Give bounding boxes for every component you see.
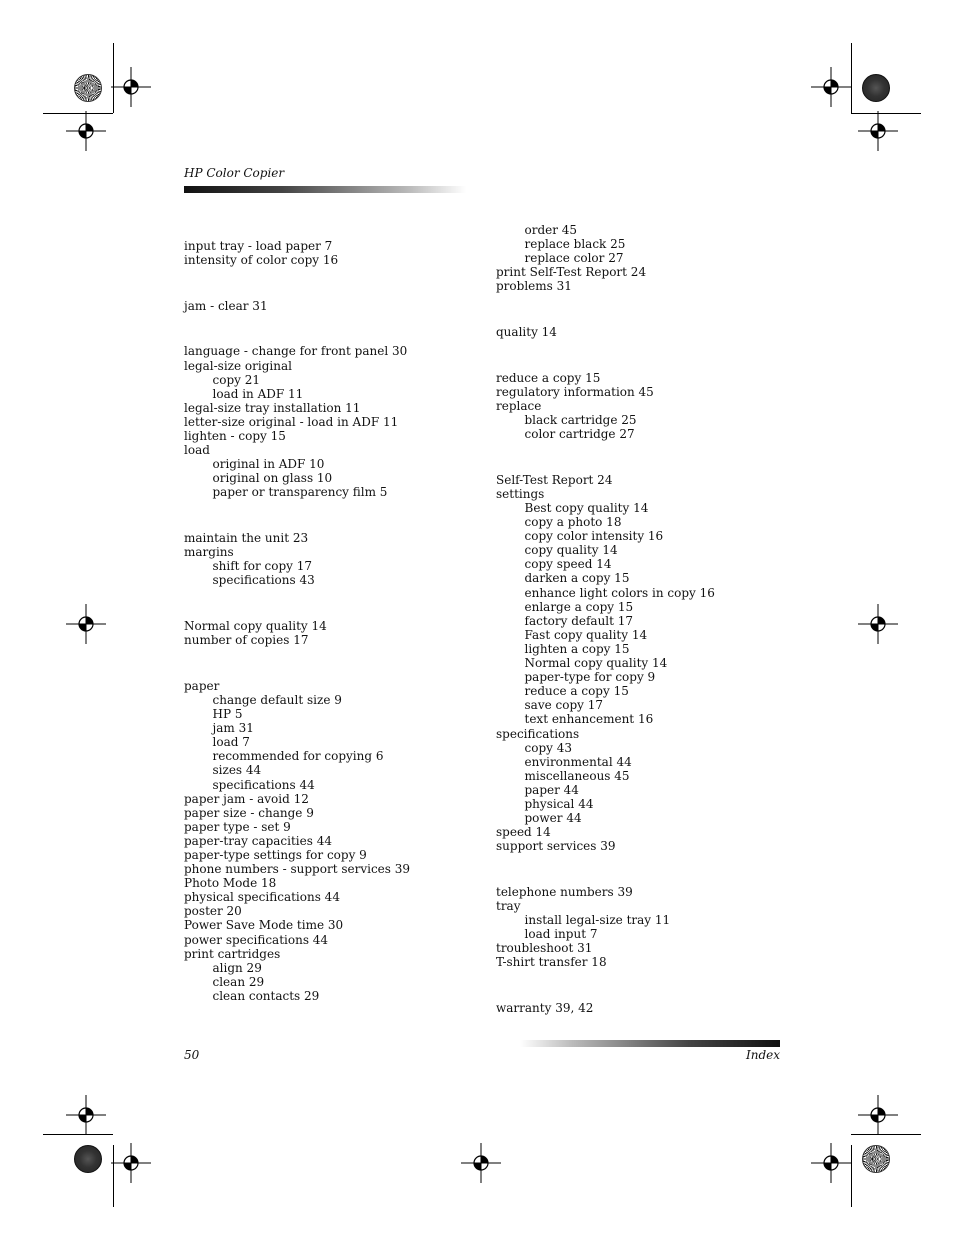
index-entry: paper-type settings for copy 9 <box>184 847 367 862</box>
index-subentry: physical 44 <box>524 796 594 811</box>
index-subentry: clean contacts 29 <box>212 988 320 1003</box>
index-entry: margins <box>184 545 234 560</box>
index-subentry: copy speed 14 <box>524 557 612 572</box>
index-entry: physical specifications 44 <box>184 890 340 905</box>
color-bar-target-icon <box>862 74 890 102</box>
color-bar-target-icon <box>74 1145 102 1173</box>
letter-group-gap <box>184 500 484 532</box>
index-entry: number of copies 17 <box>184 633 309 648</box>
index-subentry: align 29 <box>212 960 262 975</box>
index-entry: load <box>184 443 210 458</box>
registration-mark-icon <box>66 1095 106 1135</box>
registration-mark-icon <box>111 1143 151 1183</box>
index-entry: power specifications 44 <box>184 932 329 947</box>
index-entry: problems 31 <box>496 279 572 294</box>
letter-group-gap <box>496 441 796 473</box>
index-entry: print cartridges <box>184 946 281 961</box>
index-subentry: load input 7 <box>524 927 598 942</box>
index-entry: maintain the unit 23 <box>184 531 309 546</box>
index-entry: Self-Test Report 24 <box>496 472 613 487</box>
index-entry: reduce a copy 15 <box>496 370 601 385</box>
index-subentry: factory default 17 <box>524 613 634 628</box>
index-subentry: specifications 44 <box>212 777 315 792</box>
index-entry: tray <box>496 899 521 914</box>
index-entry: legal-size tray installation 11 <box>184 400 361 415</box>
index-subentry: lighten a copy 15 <box>524 641 630 656</box>
index-subentry: black cartridge 25 <box>524 413 637 428</box>
index-subentry: shift for copy 17 <box>212 559 313 574</box>
index-subentry: Normal copy quality 14 <box>524 656 668 671</box>
index-subentry: enlarge a copy 15 <box>524 599 634 614</box>
index-entry: specifications <box>496 726 580 741</box>
letter-group-gap <box>184 587 484 619</box>
index-column-left <box>184 239 484 1003</box>
index-subentry: original on glass 10 <box>212 471 333 486</box>
index-subentry: sizes 44 <box>212 763 262 778</box>
index-subentry: replace color 27 <box>524 251 624 266</box>
page-number: 50 <box>184 1048 200 1062</box>
index-subentry: jam 31 <box>212 721 254 736</box>
index-entry: jam - clear 31 <box>184 298 268 313</box>
footer-gradient-rule <box>520 1040 780 1047</box>
index-subentry: HP 5 <box>212 707 243 722</box>
index-entry: paper <box>184 678 220 693</box>
index-entry: poster 20 <box>184 904 242 919</box>
starburst-target-icon <box>862 1145 890 1173</box>
index-subentry: install legal-size tray 11 <box>524 913 671 928</box>
index-subentry: paper or transparency film 5 <box>212 485 388 500</box>
index-subentry: clean 29 <box>212 974 265 989</box>
index-subentry: copy a photo 18 <box>524 515 622 530</box>
letter-group-gap <box>184 647 484 679</box>
index-subentry: copy 43 <box>524 740 572 755</box>
index-subentry: text enhancement 16 <box>524 712 654 727</box>
index-entry: settings <box>496 486 545 501</box>
letter-group-gap <box>496 339 796 371</box>
index-subentry: enhance light colors in copy 16 <box>524 585 715 600</box>
registration-mark-icon <box>66 604 106 644</box>
index-subentry: order 45 <box>524 223 578 237</box>
index-entry: quality 14 <box>496 325 557 340</box>
index-entry: input tray - load paper 7 <box>184 239 333 253</box>
index-subentry: recommended for copying 6 <box>212 749 384 764</box>
registration-mark-icon <box>858 604 898 644</box>
registration-mark-icon <box>858 1095 898 1135</box>
crop-mark-line <box>43 1134 113 1135</box>
crop-mark-line <box>851 113 921 114</box>
crop-mark-line <box>851 43 852 113</box>
index-subentry: power 44 <box>524 811 582 826</box>
letter-group-gap <box>496 970 796 1002</box>
index-subentry: copy 21 <box>212 372 260 387</box>
index-entry: support services 39 <box>496 839 616 854</box>
running-header-title: HP Color Copier <box>184 166 285 180</box>
registration-mark-icon <box>811 1143 851 1183</box>
index-entry: paper-tray capacities 44 <box>184 833 332 848</box>
index-subentry: copy quality 14 <box>524 543 618 558</box>
section-name: Index <box>745 1048 780 1062</box>
index-subentry: miscellaneous 45 <box>524 768 630 783</box>
index-entry: lighten - copy 15 <box>184 429 286 444</box>
index-entry: print Self-Test Report 24 <box>496 265 647 280</box>
index-subentry: darken a copy 15 <box>524 571 630 586</box>
index-subentry: color cartridge 27 <box>524 427 635 442</box>
index-entry: Photo Mode 18 <box>184 876 277 891</box>
index-subentry: change default size 9 <box>212 692 342 707</box>
registration-mark-icon <box>858 111 898 151</box>
index-entry: paper type - set 9 <box>184 819 291 834</box>
registration-mark-icon <box>461 1143 501 1183</box>
index-entry: letter-size original - load in ADF 11 <box>184 414 399 429</box>
registration-mark-icon <box>66 111 106 151</box>
index-subentry: Fast copy quality 14 <box>524 627 648 642</box>
index-entry: phone numbers - support services 39 <box>184 862 411 877</box>
index-entry: paper jam - avoid 12 <box>184 791 309 806</box>
index-subentry: original in ADF 10 <box>212 457 325 472</box>
index-subentry: reduce a copy 15 <box>524 684 629 699</box>
index-subentry: specifications 43 <box>212 573 315 588</box>
crop-mark-line <box>851 1145 852 1207</box>
index-entry: legal-size original <box>184 358 292 373</box>
crop-mark-line <box>113 43 114 113</box>
crop-mark-line <box>851 1134 921 1135</box>
index-subentry: paper-type for copy 9 <box>524 670 656 685</box>
letter-group-gap <box>184 267 484 299</box>
index-subentry: load 7 <box>212 735 250 750</box>
registration-mark-icon <box>811 67 851 107</box>
starburst-target-icon <box>74 74 102 102</box>
index-entry: telephone numbers 39 <box>496 884 633 899</box>
index-subentry: replace black 25 <box>524 237 626 252</box>
letter-group-gap <box>496 293 796 325</box>
index-entry: paper size - change 9 <box>184 805 314 820</box>
index-entry: regulatory information 45 <box>496 384 654 399</box>
index-entry: T-shirt transfer 18 <box>496 955 607 970</box>
index-entry: intensity of color copy 16 <box>184 253 339 268</box>
index-subentry: environmental 44 <box>524 754 632 769</box>
crop-mark-line <box>43 113 113 114</box>
index-subentry: paper 44 <box>524 782 579 797</box>
index-entry: speed 14 <box>496 825 551 840</box>
index-entry: troubleshoot 31 <box>496 941 593 956</box>
index-entry: warranty 39, 42 <box>496 1001 594 1016</box>
letter-group-gap <box>496 853 796 885</box>
letter-group-gap <box>184 313 484 345</box>
index-subentry: save copy 17 <box>524 698 603 713</box>
registration-mark-icon <box>111 67 151 107</box>
header-gradient-rule <box>184 186 466 193</box>
index-subentry: copy color intensity 16 <box>524 529 664 544</box>
index-entry: Power Save Mode time 30 <box>184 918 344 933</box>
index-subentry: load in ADF 11 <box>212 386 304 401</box>
index-column-right <box>496 223 796 1015</box>
index-entry: Normal copy quality 14 <box>184 619 327 634</box>
index-entry: replace <box>496 398 542 413</box>
index-entry: language - change for front panel 30 <box>184 344 408 359</box>
index-subentry: Best copy quality 14 <box>524 501 649 515</box>
crop-mark-line <box>113 1145 114 1207</box>
